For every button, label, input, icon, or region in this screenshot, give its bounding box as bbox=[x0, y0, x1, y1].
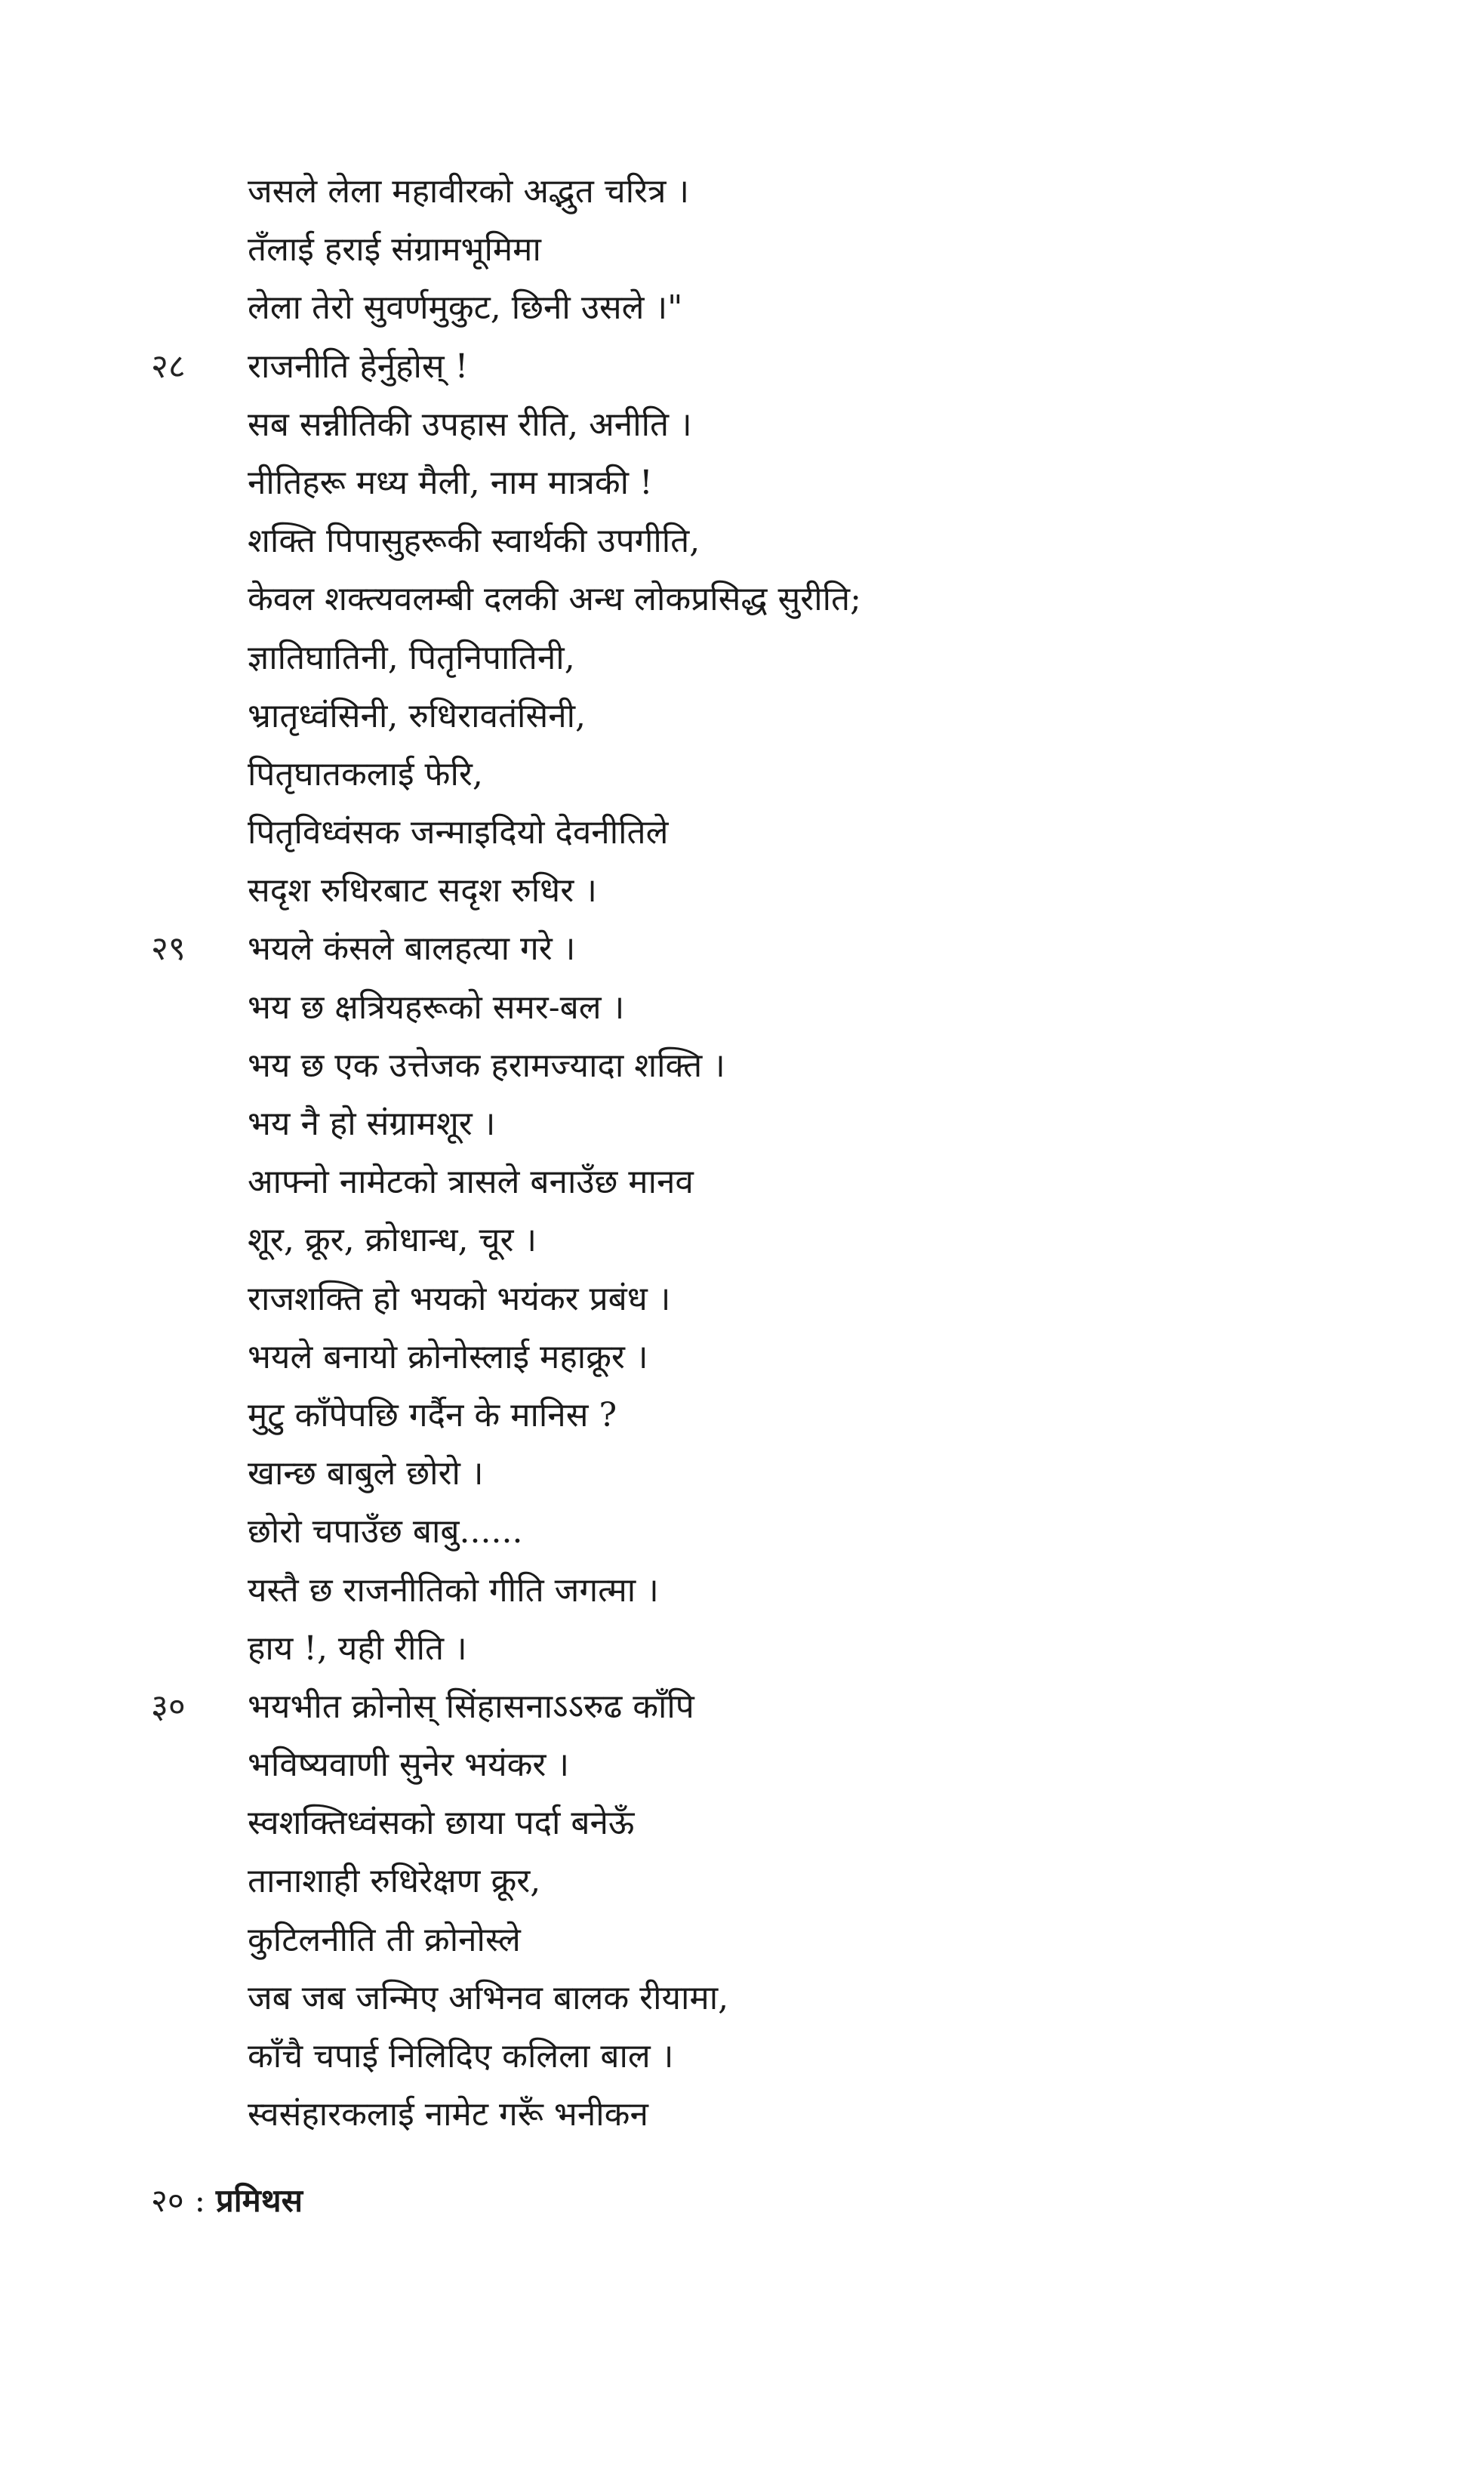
poem-line-text: भयभीत क्रोनोस् सिंहासनाऽऽरुढ काँपि bbox=[248, 1687, 694, 1726]
poem-line bbox=[151, 1270, 1329, 1328]
poem-line-text: शक्ति पिपासुहरूकी स्वार्थकी उपगीति, bbox=[248, 522, 700, 561]
poem-line bbox=[151, 454, 1329, 512]
poem-line-text: जसले लेला महावीरको अद्भुत चरित्र । bbox=[248, 172, 690, 211]
poem-line-text: तँलाई हराई संग्रामभूमिमा bbox=[248, 230, 541, 270]
poem-line-text: राजनीति हेर्नुहोस् ! bbox=[248, 347, 469, 386]
page-number: २० bbox=[151, 2182, 184, 2219]
poem-line-text: राजशक्ति हो भयको भयंकर प्रबंध । bbox=[248, 1279, 671, 1318]
book-title: प्रमिथस bbox=[215, 2182, 303, 2219]
poem-line bbox=[151, 1619, 1329, 1678]
poem-line bbox=[151, 220, 1329, 279]
poem-line bbox=[151, 1095, 1329, 1153]
poem-line bbox=[151, 1211, 1329, 1269]
stanza-number: २८ bbox=[151, 347, 186, 386]
poem-line-text: पितृघातकलाई फेरि, bbox=[248, 754, 483, 794]
poem-line bbox=[151, 1153, 1329, 1211]
poem-line-text: आफ्नो नामेटको त्रासले बनाउँछ मानव bbox=[248, 1163, 694, 1202]
poem-line bbox=[151, 629, 1329, 687]
poem-line bbox=[151, 279, 1329, 337]
poem-line-text: भयले बनायो क्रोनोस्लाई महाक्रूर । bbox=[248, 1337, 648, 1376]
poem-line-text: ज्ञातिघातिनी, पितृनिपातिनी, bbox=[248, 638, 575, 677]
poem-line-text: पितृविध्वंसक जन्माइदियो देवनीतिले bbox=[248, 813, 669, 852]
footer-separator: : bbox=[194, 2182, 205, 2219]
poem-line-text: भ्रातृध्वंसिनी, रुधिरावतंसिनी, bbox=[248, 696, 586, 735]
poem-line-text: स्वसंहारकलाई नामेट गरूँ भनीकन bbox=[248, 2095, 648, 2134]
poem-line-text: भय नै हो संग्रामशूर । bbox=[248, 1105, 496, 1143]
poem-line bbox=[151, 570, 1329, 628]
poem-line-text: शूर, क्रूर, क्रोधान्ध, चूर । bbox=[248, 1221, 537, 1260]
poem-line-text: कुटिलनीति ती क्रोनोस्ले bbox=[248, 1920, 521, 1959]
poem-line bbox=[151, 1911, 1329, 1969]
poem-line bbox=[151, 978, 1329, 1037]
poem-line bbox=[151, 1678, 1329, 1736]
poem-line bbox=[151, 687, 1329, 745]
poem-line-text: काँचै चपाई निलिदिए कलिला बाल । bbox=[248, 2037, 674, 2076]
poem-line bbox=[151, 396, 1329, 454]
poem-line-text: लेला तेरो सुवर्णमुकुट, छिनी उसले ।" bbox=[248, 288, 683, 328]
poem-line bbox=[151, 1037, 1329, 1095]
poem-line-text: तानाशाही रुधिरेक्षण क्रूर, bbox=[248, 1862, 541, 1901]
stanza-number: २९ bbox=[151, 929, 186, 969]
poem-line-text: केवल शक्त्यवलम्बी दलकी अन्ध लोकप्रसिद्ध सुरीति; bbox=[248, 580, 861, 619]
poem-line-text: छोरो चपाउँछ बाबु...... bbox=[248, 1512, 523, 1552]
poem-line bbox=[151, 1502, 1329, 1561]
poem-line-text: हाय !, यही रीति । bbox=[248, 1629, 467, 1668]
poem-line bbox=[151, 745, 1329, 803]
page-footer bbox=[151, 2178, 303, 2223]
poem-line bbox=[151, 1328, 1329, 1386]
poem-line-text: यस्तै छ राजनीतिको गीति जगत्मा । bbox=[248, 1570, 659, 1610]
poem-line-text: सब सन्नीतिकी उपहास रीति, अनीति । bbox=[248, 405, 692, 444]
poem-line bbox=[151, 861, 1329, 920]
poem-line bbox=[151, 1561, 1329, 1619]
poem-line-text: भय छ क्षत्रियहरूको समर-बल । bbox=[248, 988, 625, 1027]
poem-line-text: स्वशक्तिध्वंसको छाया पर्दा बनेऊँ bbox=[248, 1804, 635, 1843]
stanza-number: ३० bbox=[151, 1687, 186, 1726]
poem-line-text: भयले कंसले बालहत्या गरे । bbox=[248, 929, 576, 969]
poem-line-text: जब जब जन्मिए अभिनव बालक रीयामा, bbox=[248, 1978, 729, 2017]
poem-line bbox=[151, 920, 1329, 978]
poem-line bbox=[151, 2085, 1329, 2143]
poem-line-text: सदृश रुधिरबाट सदृश रुधिर । bbox=[248, 871, 597, 911]
poem-line bbox=[151, 1444, 1329, 1502]
poem-line bbox=[151, 1736, 1329, 1794]
poem-line bbox=[151, 803, 1329, 861]
poem-line bbox=[151, 2027, 1329, 2085]
poem-line-text: खान्छ बाबुले छोरो । bbox=[248, 1454, 484, 1493]
poem-line-text: मुटु काँपेपछि गर्दैन के मानिस ? bbox=[248, 1395, 617, 1435]
poem-line-text: भय छ एक उत्तेजक हरामज्यादा शक्ति । bbox=[248, 1046, 725, 1085]
poem-line bbox=[151, 1794, 1329, 1852]
poem-line bbox=[151, 1386, 1329, 1444]
poem-line-text: भविष्यवाणी सुनेर भयंकर । bbox=[248, 1746, 570, 1785]
poem-line bbox=[151, 162, 1329, 220]
poem-line bbox=[151, 1852, 1329, 1910]
poem-body bbox=[151, 162, 1329, 2143]
poem-line bbox=[151, 512, 1329, 570]
poem-line-text: नीतिहरू मध्य मैली, नाम मात्रकी ! bbox=[248, 463, 653, 502]
poem-line bbox=[151, 337, 1329, 396]
poem-line bbox=[151, 1969, 1329, 2027]
